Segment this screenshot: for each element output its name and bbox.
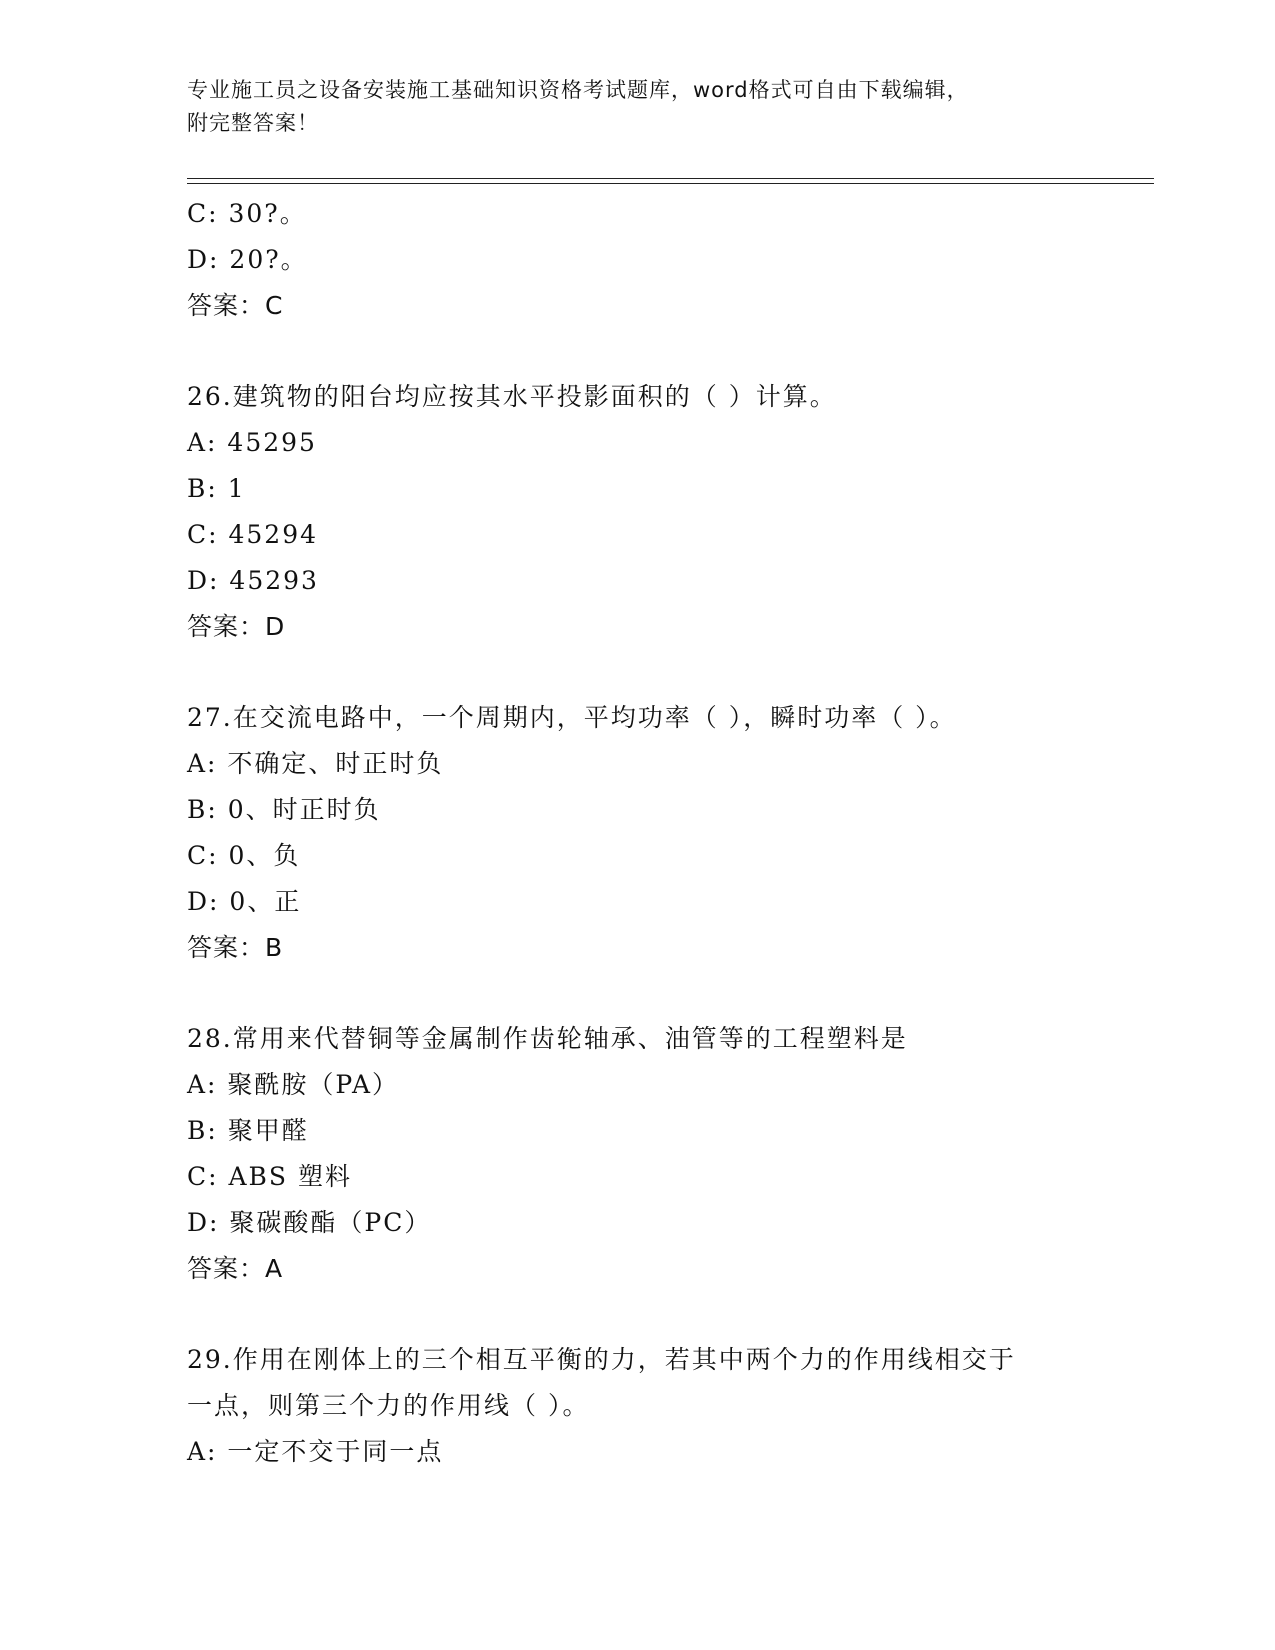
option-a: A: 不确定、时正时负 [187, 749, 444, 778]
question-text-line-1: 29.作用在刚体上的三个相互平衡的力，若其中两个力的作用线相交于 [187, 1345, 1016, 1374]
answer-label: 答案：D [187, 612, 286, 641]
question-block-29 [187, 1337, 1087, 1475]
question-list [187, 191, 1087, 1475]
answer-label: 答案：C [187, 291, 284, 320]
option-d: D: 20?。 [187, 245, 308, 274]
answer-label: 答案：B [187, 933, 284, 962]
header-line-1: 专业施工员之设备安装施工基础知识资格考试题库，word格式可自由下载编辑， [187, 78, 969, 102]
option-a: A: 一定不交于同一点 [187, 1437, 444, 1466]
question-block-26 [187, 374, 1087, 650]
option-a: A: 聚酰胺（PA） [187, 1070, 400, 1099]
question-block-28 [187, 1016, 1087, 1292]
option-d: D: 45293 [187, 566, 319, 595]
page-header [187, 74, 1067, 140]
question-text: 28.常用来代替铜等金属制作齿轮轴承、油管等的工程塑料是 [187, 1024, 908, 1053]
option-d: D: 聚碳酸酯（PC） [187, 1208, 432, 1237]
header-line-2: 附完整答案！ [187, 111, 319, 135]
option-c: C: 0、负 [187, 841, 301, 870]
option-c: C: 30?。 [187, 199, 307, 228]
option-a: A: 45295 [187, 428, 317, 457]
header-divider-top [187, 178, 1154, 179]
answer-label: 答案：A [187, 1254, 284, 1283]
option-b: B: 0、时正时负 [187, 795, 381, 824]
option-c: C: ABS 塑料 [187, 1162, 352, 1191]
question-text: 26.建筑物的阳台均应按其水平投影面积的（ ）计算。 [187, 382, 837, 411]
spacer [187, 1292, 1087, 1337]
spacer [187, 971, 1087, 1016]
header-divider-bottom [187, 183, 1154, 184]
spacer [187, 329, 1087, 374]
question-block-27 [187, 695, 1087, 971]
question-block-25 [187, 191, 1087, 329]
option-b: B: 1 [187, 474, 246, 503]
option-b: B: 聚甲醛 [187, 1116, 309, 1145]
option-d: D: 0、正 [187, 887, 302, 916]
option-c: C: 45294 [187, 520, 319, 549]
spacer [187, 650, 1087, 695]
question-text-line-2: 一点，则第三个力的作用线（ ）。 [187, 1391, 590, 1420]
question-text: 27.在交流电路中，一个周期内，平均功率（ ），瞬时功率（ ）。 [187, 703, 957, 732]
